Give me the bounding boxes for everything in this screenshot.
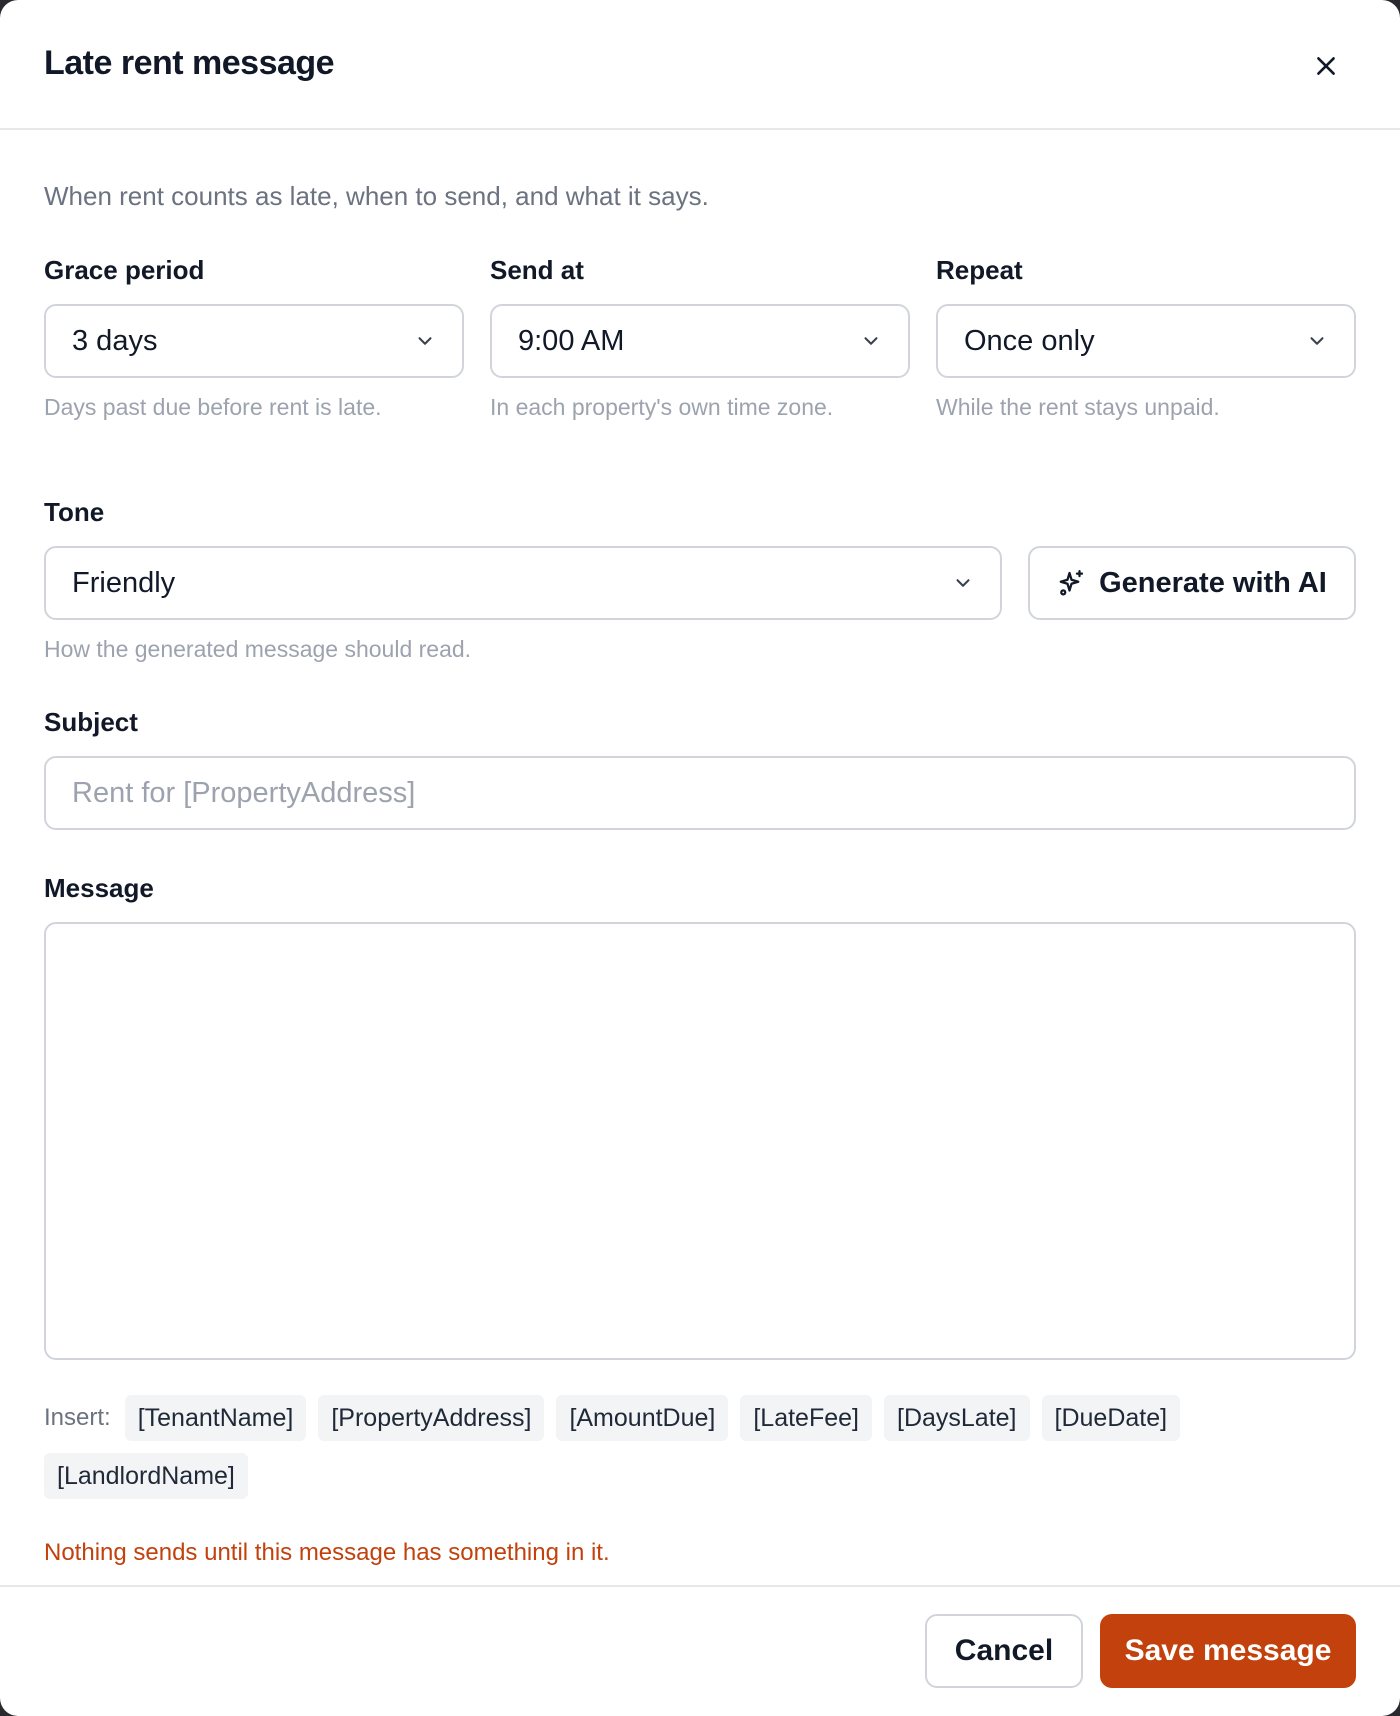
subject-input[interactable] xyxy=(44,756,1356,830)
tone-hint: How the generated message should read. xyxy=(44,636,472,662)
tone-row xyxy=(44,546,1356,620)
dialog-footer xyxy=(0,1585,1400,1716)
insert-token-late-fee[interactable]: [LateFee] xyxy=(740,1395,872,1441)
insert-tokens xyxy=(44,1395,1356,1499)
grace-period-hint: Days past due before rent is late. xyxy=(44,394,382,420)
schedule-row xyxy=(44,254,1356,422)
send-at-label: Send at xyxy=(490,255,584,285)
repeat-field xyxy=(936,254,1356,422)
chevron-down-icon xyxy=(860,330,882,352)
repeat-select[interactable] xyxy=(936,304,1356,378)
dialog-intro: When rent counts as late, when to send, and what it says. xyxy=(44,181,709,211)
dialog-body xyxy=(0,130,1400,1569)
grace-period-value: 3 days xyxy=(72,324,158,357)
send-at-value: 9:00 AM xyxy=(518,324,625,357)
repeat-label: Repeat xyxy=(936,255,1023,285)
insert-label: Insert: xyxy=(44,1404,111,1431)
grace-period-label: Grace period xyxy=(44,255,205,285)
message-label: Message xyxy=(44,873,154,903)
save-message-button[interactable]: Save message xyxy=(1100,1614,1356,1688)
tone-field xyxy=(44,496,1356,664)
send-at-hint: In each property's own time zone. xyxy=(490,394,834,420)
insert-token-property-address[interactable]: [PropertyAddress] xyxy=(318,1395,544,1441)
grace-period-select[interactable] xyxy=(44,304,464,378)
chevron-down-icon xyxy=(414,330,436,352)
tone-select[interactable] xyxy=(44,546,1002,620)
chevron-down-icon xyxy=(952,572,974,594)
chevron-down-icon xyxy=(1306,330,1328,352)
message-textarea[interactable] xyxy=(44,922,1356,1360)
dialog-title: Late rent message xyxy=(44,44,335,82)
tone-label: Tone xyxy=(44,497,105,527)
cancel-button[interactable]: Cancel xyxy=(925,1614,1083,1688)
sparkles-icon xyxy=(1057,568,1087,598)
repeat-value: Once only xyxy=(964,324,1095,357)
insert-token-days-late[interactable]: [DaysLate] xyxy=(884,1395,1030,1441)
close-button[interactable] xyxy=(1302,42,1350,90)
subject-field xyxy=(44,706,1356,830)
send-at-field xyxy=(490,254,910,422)
grace-period-field xyxy=(44,254,464,422)
generate-with-ai-label: Generate with AI xyxy=(1099,566,1327,599)
tone-value: Friendly xyxy=(72,566,176,599)
insert-token-landlord-name[interactable]: [LandlordName] xyxy=(44,1453,248,1499)
insert-token-tenant-name[interactable]: [TenantName] xyxy=(125,1395,307,1441)
insert-token-amount-due[interactable]: [AmountDue] xyxy=(556,1395,728,1441)
subject-label: Subject xyxy=(44,707,138,737)
insert-token-due-date[interactable]: [DueDate] xyxy=(1042,1395,1181,1441)
generate-with-ai-button[interactable] xyxy=(1028,546,1356,620)
send-at-select[interactable] xyxy=(490,304,910,378)
message-field xyxy=(44,872,1356,1365)
dialog-header xyxy=(0,0,1400,130)
repeat-hint: While the rent stays unpaid. xyxy=(936,394,1220,420)
empty-message-warning: Nothing sends until this message has something in it. xyxy=(44,1539,610,1566)
close-icon xyxy=(1313,53,1339,79)
